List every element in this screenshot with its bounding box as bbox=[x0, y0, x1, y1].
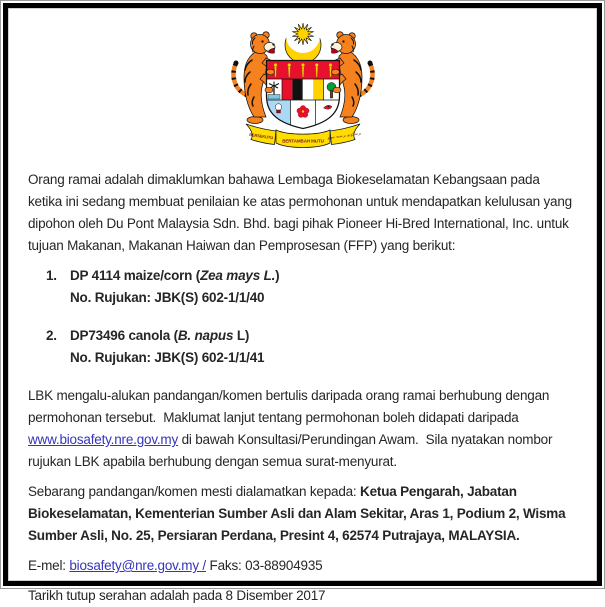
biosafety-website-link[interactable]: www.biosafety.nre.gov.my bbox=[28, 432, 179, 447]
application-list bbox=[28, 265, 577, 369]
motto-center-text: BERTAMBAH MUTU bbox=[281, 138, 324, 144]
page-border bbox=[3, 3, 602, 603]
item-title: DP73496 canola (B. napus L) bbox=[70, 328, 250, 343]
item-reference: No. Rujukan: JBK(S) 602-1/1/41 bbox=[70, 350, 265, 365]
scientific-name: Zea mays L. bbox=[200, 268, 276, 283]
email-link[interactable]: biosafety@nre.gov.my / bbox=[69, 558, 206, 573]
item-title: DP 4114 maize/corn (Zea mays L.) bbox=[70, 268, 280, 283]
item-number: 1. bbox=[46, 268, 57, 283]
feedback-paragraph: LBK mengalu-alukan pandangan/komen bertulis daripada orang ramai berhubung dengan permohonan tersebut. Maklumat lanjut tentang permohonan boleh didapati daripada www.biosafety.nre.gov.my di bawah Konsultasi/Perundingan Awam. Sila nyatakan nombor rujukan LBK apabila berhubung dengan semua surat-menyurat. bbox=[28, 388, 553, 469]
motto-left-text: BERSEKUTU bbox=[248, 131, 273, 141]
motto-jawi-text: برسكوتو برتمبه موتو bbox=[326, 130, 362, 140]
shield bbox=[266, 61, 339, 131]
item-reference: No. Rujukan: JBK(S) 602-1/1/40 bbox=[70, 290, 265, 305]
malaysia-coat-of-arms bbox=[28, 21, 577, 163]
contact-line: E-mel: biosafety@nre.gov.my / Faks: 03-88904935 bbox=[28, 558, 323, 573]
address-paragraph: Sebarang pandangan/komen mesti dialamatkan kepada: Ketua Pengarah, Jabatan Biokeselamatan, Kementerian Sumber Asli dan Alam Sekitar, Aras 1, Podium 2, Wisma Sumber Asli, No. 25, Persiaran Perdana, Presint 4, 62574 Putrajaya, MALAYSIA. bbox=[28, 484, 566, 543]
application-item-2 bbox=[46, 325, 577, 369]
application-item-1 bbox=[46, 265, 577, 309]
closing-date-line: Tarikh tutup serahan adalah pada 8 Disember 2017 bbox=[28, 588, 326, 603]
page-content bbox=[8, 8, 597, 603]
item-number: 2. bbox=[46, 328, 57, 343]
intro-paragraph: Orang ramai adalah dimaklumkan bahawa Lembaga Biokeselamatan Kebangsaan pada ketika ini sedang membuat penilaian ke atas permohonan untuk mendapatkan kelulusan yang dipohon oleh Du Pont Malaysia Sdn. Bhd. bagi pihak Pioneer Hi-Bred International, Inc. untuk tujuan Makanan, Makanan Haiwan dan Pemprosesan (FFP) yang berikut: bbox=[28, 172, 572, 253]
address-bold: Ketua Pengarah, Jabatan Biokeselamatan, Kementerian Sumber Asli dan Alam Sekitar, Aras 1, Podium 2, Wisma Sumber Asli, No. 25, Persiaran Perdana, Presint 4, 62574 Putrajaya, MALAYSIA. bbox=[28, 484, 566, 543]
coat-of-arms-icon bbox=[228, 21, 378, 156]
scientific-name: B. napus bbox=[177, 328, 234, 343]
